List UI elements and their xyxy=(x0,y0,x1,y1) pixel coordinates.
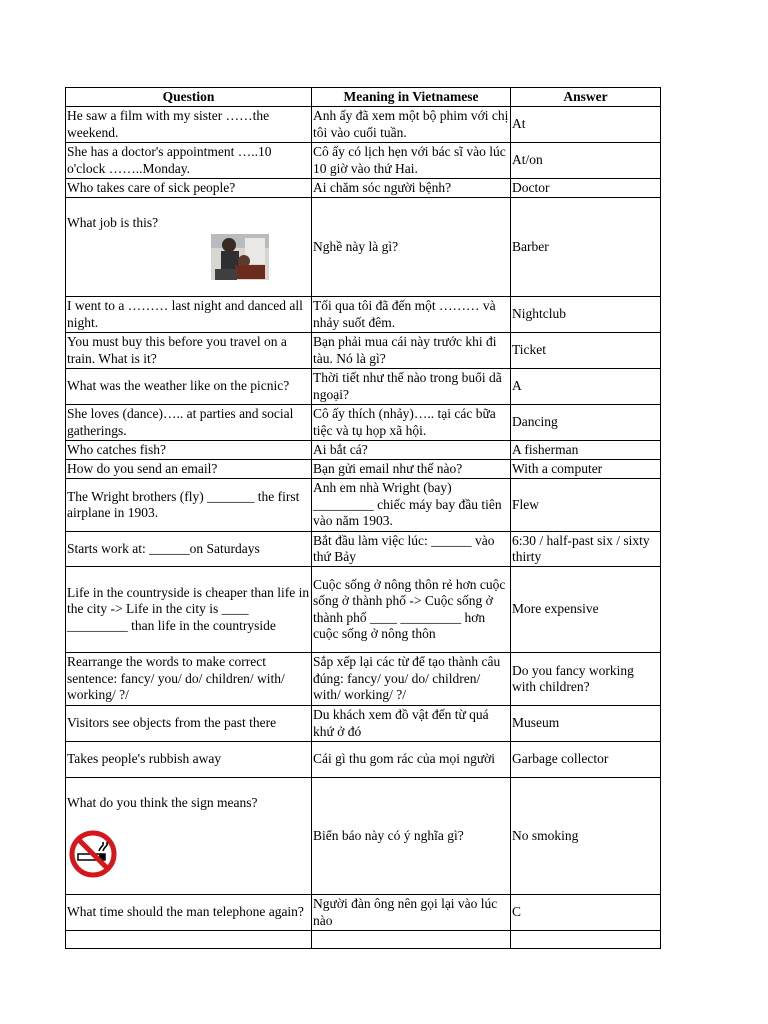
header-meaning: Meaning in Vietnamese xyxy=(312,88,511,107)
answer-cell: 6:30 / half-past six / sixty thirty xyxy=(511,532,661,567)
header-question: Question xyxy=(66,88,312,107)
question-cell: She loves (dance)….. at parties and social gatherings. xyxy=(66,405,312,441)
meaning-cell: Tối qua tôi đã đến một ……… và nhảy suốt đêm. xyxy=(312,297,511,333)
meaning-cell: Ai chăm sóc người bệnh? xyxy=(312,179,511,198)
table-row xyxy=(66,479,661,532)
answer-cell: Nightclub xyxy=(511,297,661,333)
barber-photo-icon xyxy=(211,234,269,280)
meaning-cell: Cô ấy thích (nhảy)….. tại các bữa tiệc và tụ họp xã hội. xyxy=(312,405,511,441)
meaning-cell: Cái gì thu gom rác của mọi người xyxy=(312,742,511,778)
meaning-cell: Cuộc sống ở nông thôn rẻ hơn cuộc sống ở thành phố -> Cuộc sống ở thành phố ____ _________ hơn cuộc sống ở nông thôn xyxy=(312,567,511,653)
answer-cell: Museum xyxy=(511,706,661,742)
table-row xyxy=(66,653,661,706)
table-row xyxy=(66,198,661,297)
answer-cell: Barber xyxy=(511,198,661,297)
meaning-cell: Thời tiết như thế nào trong buổi dã ngoại? xyxy=(312,369,511,405)
table-row xyxy=(66,369,661,405)
table-row xyxy=(66,895,661,931)
question-cell: What time should the man telephone again? xyxy=(66,895,312,931)
table-row xyxy=(66,297,661,333)
table-row xyxy=(66,107,661,143)
question-cell: Who takes care of sick people? xyxy=(66,179,312,198)
table-row xyxy=(66,333,661,369)
meaning-cell: Anh em nhà Wright (bay) _________ chiếc máy bay đầu tiên vào năm 1903. xyxy=(312,479,511,532)
question-cell: Who catches fish? xyxy=(66,441,312,460)
question-cell: How do you send an email? xyxy=(66,460,312,479)
answer-cell: Doctor xyxy=(511,179,661,198)
header-row xyxy=(66,88,661,107)
answer-cell: Flew xyxy=(511,479,661,532)
meaning-cell: Du khách xem đồ vật đến từ quá khứ ở đó xyxy=(312,706,511,742)
quiz-table xyxy=(65,87,661,949)
table-row xyxy=(66,441,661,460)
meaning-cell: Bạn gửi email như thế nào? xyxy=(312,460,511,479)
meaning-cell xyxy=(312,931,511,949)
question-cell: I went to a ……… last night and danced all night. xyxy=(66,297,312,333)
question-cell xyxy=(66,931,312,949)
no-smoking-icon xyxy=(69,830,117,878)
answer-cell xyxy=(511,931,661,949)
meaning-cell: Bắt đầu làm việc lúc: ______ vào thứ Bảy xyxy=(312,532,511,567)
meaning-cell: Nghề này là gì? xyxy=(312,198,511,297)
table-row xyxy=(66,405,661,441)
meaning-cell: Cô ấy có lịch hẹn với bác sĩ vào lúc 10 giờ vào thứ Hai. xyxy=(312,143,511,179)
question-cell: He saw a film with my sister ……the weekend. xyxy=(66,107,312,143)
answer-cell: At xyxy=(511,107,661,143)
question-cell: You must buy this before you travel on a train. What is it? xyxy=(66,333,312,369)
answer-cell: Dancing xyxy=(511,405,661,441)
table-row xyxy=(66,460,661,479)
meaning-cell: Anh ấy đã xem một bộ phim với chị tôi vào cuối tuần. xyxy=(312,107,511,143)
answer-cell: A xyxy=(511,369,661,405)
answer-cell: At/on xyxy=(511,143,661,179)
meaning-cell: Sắp xếp lại các từ để tạo thành câu đúng: fancy/ you/ do/ children/ with/ working/ ?/ xyxy=(312,653,511,706)
answer-cell: More expensive xyxy=(511,567,661,653)
question-cell: The Wright brothers (fly) _______ the first airplane in 1903. xyxy=(66,479,312,532)
answer-cell: Ticket xyxy=(511,333,661,369)
question-cell: She has a doctor's appointment …..10 o'clock ……..Monday. xyxy=(66,143,312,179)
header-answer: Answer xyxy=(511,88,661,107)
answer-cell: With a computer xyxy=(511,460,661,479)
table-row xyxy=(66,143,661,179)
answer-cell: Garbage collector xyxy=(511,742,661,778)
meaning-cell: Biển báo này có ý nghĩa gì? xyxy=(312,778,511,895)
answer-cell: Do you fancy working with children? xyxy=(511,653,661,706)
answer-cell: No smoking xyxy=(511,778,661,895)
table-row xyxy=(66,742,661,778)
table-row xyxy=(66,778,661,895)
table-row xyxy=(66,931,661,949)
table-row xyxy=(66,532,661,567)
table-row xyxy=(66,179,661,198)
question-cell: Life in the countryside is cheaper than life in the city -> Life in the city is ____ _________ than life in the countryside xyxy=(66,567,312,653)
table-row xyxy=(66,706,661,742)
meaning-cell: Ai bắt cá? xyxy=(312,441,511,460)
question-cell: Starts work at: ______on Saturdays xyxy=(66,532,312,567)
answer-cell: A fisherman xyxy=(511,441,661,460)
question-cell: Takes people's rubbish away xyxy=(66,742,312,778)
question-cell: What was the weather like on the picnic? xyxy=(66,369,312,405)
question-text: What do you think the sign means? xyxy=(67,794,258,810)
answer-cell: C xyxy=(511,895,661,931)
meaning-cell: Bạn phải mua cái này trước khi đi tàu. Nó là gì? xyxy=(312,333,511,369)
question-cell xyxy=(66,198,312,297)
meaning-cell: Người đàn ông nên gọi lại vào lúc nào xyxy=(312,895,511,931)
table-row xyxy=(66,567,661,653)
question-cell xyxy=(66,778,312,895)
question-cell: Visitors see objects from the past there xyxy=(66,706,312,742)
question-cell: Rearrange the words to make correct sentence: fancy/ you/ do/ children/ with/ working/ ?/ xyxy=(66,653,312,706)
question-text: What job is this? xyxy=(67,214,159,230)
